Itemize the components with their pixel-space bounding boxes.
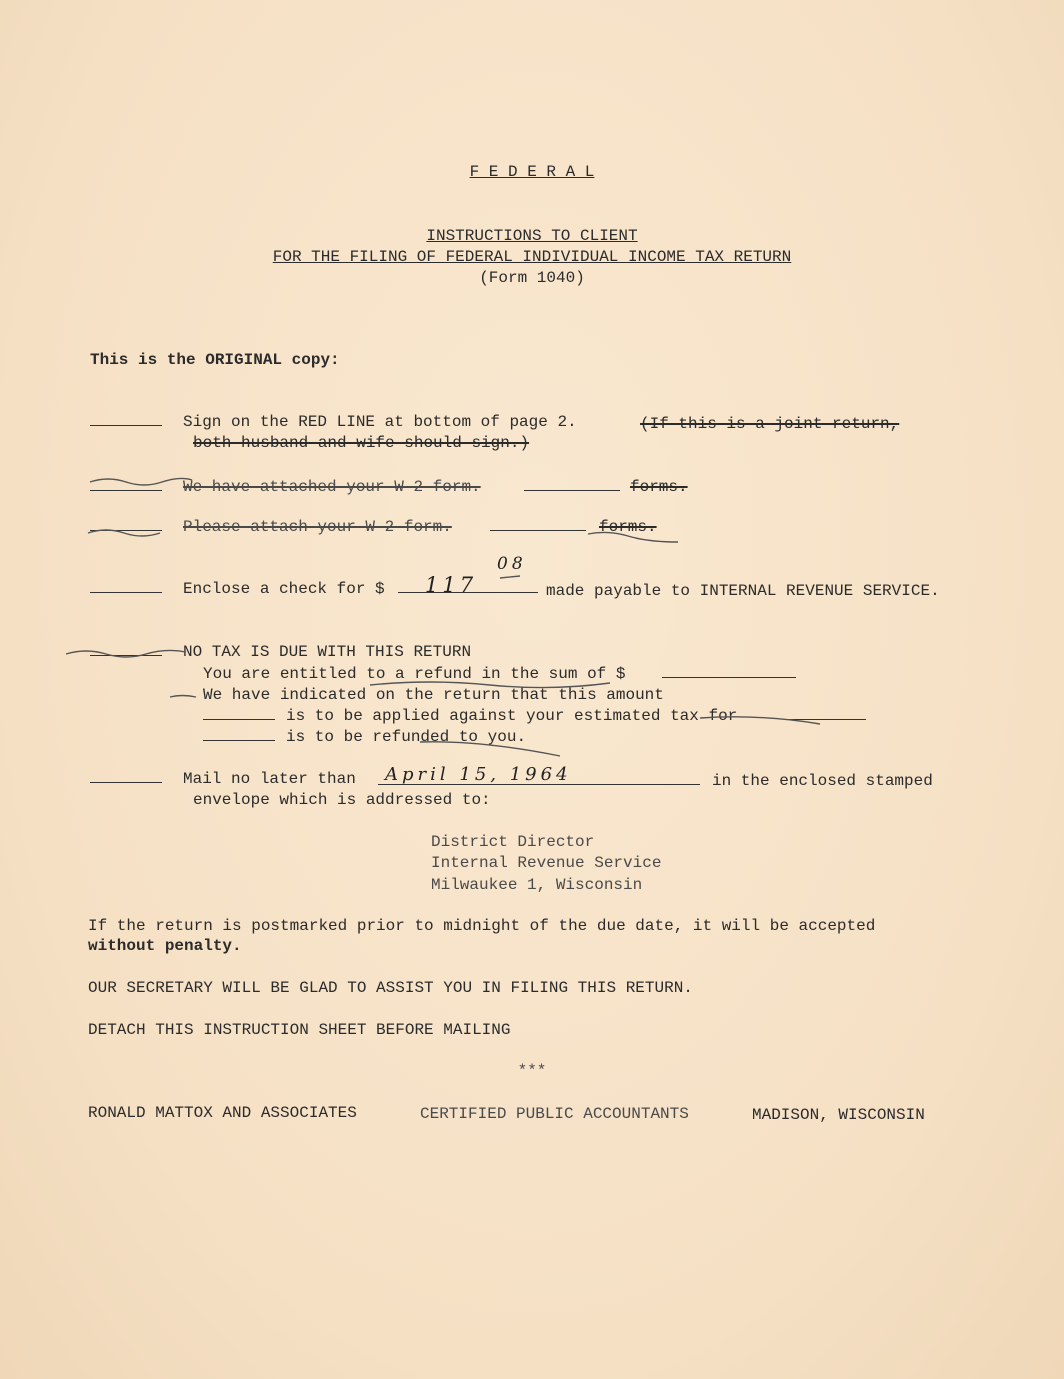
notax-line-5: is to be refunded to you. [286,728,527,746]
form-number: (Form 1040) [479,269,585,287]
attached-forms: forms. [630,478,688,496]
subtitle-line-1: INSTRUCTIONS TO CLIENT [426,227,638,245]
notax-line-4: is to be applied against your estimated tax for [286,707,738,725]
check-suffix: made payable to INTERNAL REVENUE SERVICE. [546,582,940,600]
sign-struck-b: both husband and wife should sign.) [193,434,530,452]
check-amount-dollars: 117 [425,573,478,597]
document-title: F E D E R A L [469,163,595,181]
separator-stars: *** [517,1062,547,1080]
address-line-3: Milwaukee 1, Wisconsin [431,876,643,894]
postmark-line-1: If the return is postmarked prior to midnight of the due date, it will be accepted [88,917,876,935]
address-line-1: District Director [431,833,595,851]
attach-text: Please attach your W-2 form. [183,518,452,536]
mail-date: April 15, 1964 [385,764,572,785]
postmark-line-2: without penalty. [88,937,242,955]
squiggle-attach [88,530,160,536]
squiggle-attach-end [588,532,678,542]
detach-note: DETACH THIS INSTRUCTION SHEET BEFORE MAILING [88,1021,511,1039]
address-line-2: Internal Revenue Service [431,854,662,872]
notax-line-1: NO TAX IS DUE WITH THIS RETURN [183,643,472,661]
sign-struck-a: (If this is a joint return, [640,415,900,433]
notax-line-2: You are entitled to a refund in the sum of $ [203,665,626,683]
secretary-note: OUR SECRETARY WILL BE GLAD TO ASSIST YOU IN FILING THIS RETURN. [88,979,693,997]
check-prefix: Enclose a check for $ [183,580,385,598]
attached-text: We have attached your W-2 form. [183,478,481,496]
subtitle-line-2: FOR THE FILING OF FEDERAL INDIVIDUAL INCOME TAX RETURN [272,248,792,266]
squiggle-attached [90,478,192,485]
notax-line-3: We have indicated on the return that this amount [203,686,664,704]
mail-prefix: Mail no later than [183,770,356,788]
mail-suffix: in the enclosed stamped [712,772,933,790]
footer-profession: CERTIFIED PUBLIC ACCOUNTANTS [420,1105,689,1123]
check-amount-cents: 08 [497,554,527,574]
sign-text: Sign on the RED LINE at bottom of page 2. [183,413,577,431]
attach-forms: forms. [599,518,657,536]
footer-location: MADISON, WISCONSIN [752,1106,925,1124]
check-cents-dash [500,576,520,578]
mail-line-2: envelope which is addressed to: [193,791,491,809]
squiggle-notax [66,650,186,657]
intro-text: This is the ORIGINAL copy: [90,351,340,369]
footer-firm: RONALD MATTOX AND ASSOCIATES [88,1104,357,1122]
